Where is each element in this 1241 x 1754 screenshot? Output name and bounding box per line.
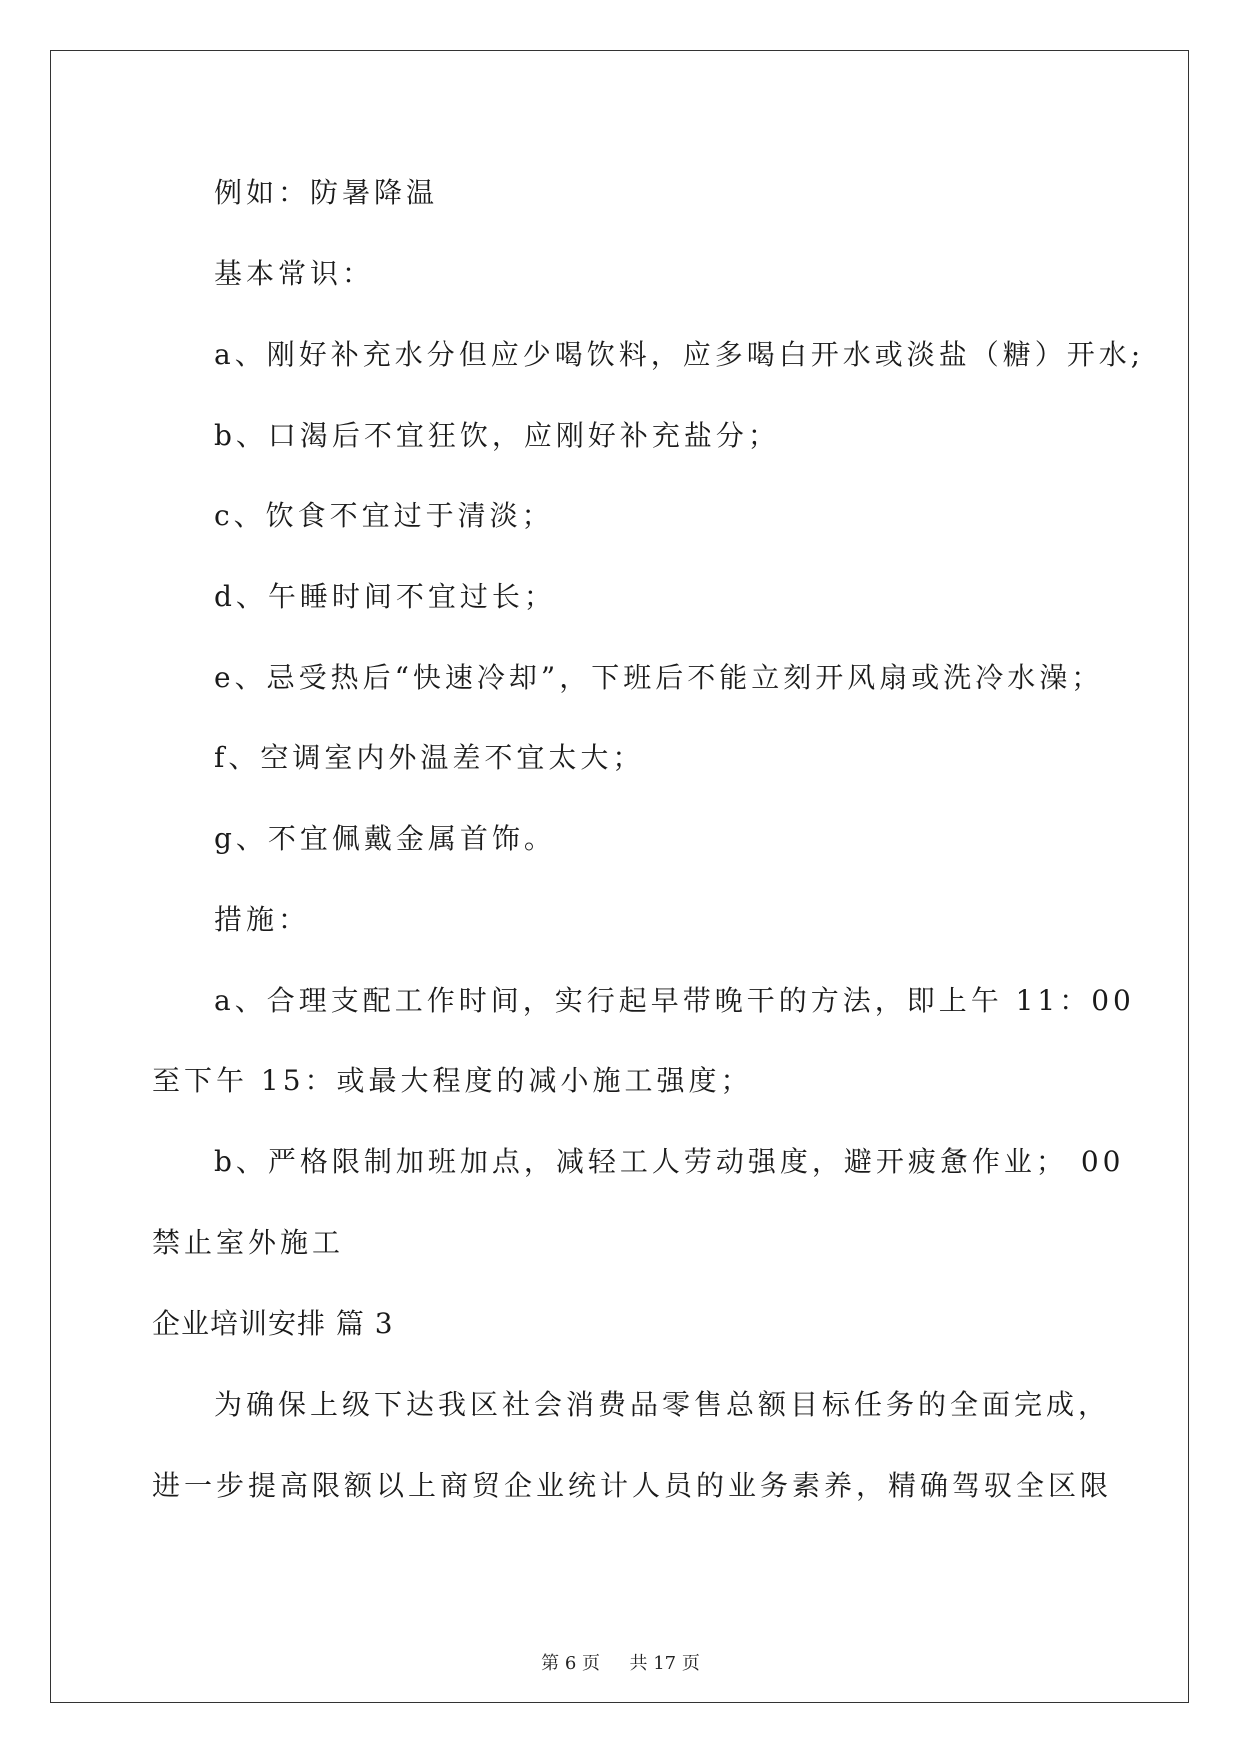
text-line-measure-b: b、严格限制加班加点，减轻工人劳动强度，避开疲惫作业； 00: [214, 1145, 1125, 1178]
text-line-item-d: d、午睡时间不宜过长；: [214, 580, 556, 613]
page-footer: [0, 1652, 1241, 1676]
text-line-paragraph-2: 进一步提高限额以上商贸企业统计人员的业务素养，精确驾驭全区限: [152, 1469, 1113, 1502]
text-line-basics-heading: 基本常识：: [214, 257, 375, 290]
text-line-item-e: e、忌受热后“快速冷却”，下班后不能立刻开风扇或洗冷水澡；: [214, 661, 1104, 694]
page-number-total: 共 17 页: [629, 1653, 700, 1674]
text-line-measure-a-cont: 至下午 15：或最大程度的减小施工强度；: [152, 1064, 753, 1097]
text-line-measure-a: a、合理支配工作时间，实行起早带晚干的方法，即上午 11：00: [214, 984, 1135, 1017]
text-line-item-g: g、不宜佩戴金属首饰。: [214, 822, 556, 855]
text-line-item-c: c、饮食不宜过于清淡；: [214, 499, 554, 532]
text-line-measures-heading: 措施：: [214, 903, 311, 936]
text-line-example: 例如：防暑降温: [214, 176, 439, 209]
page-border: [50, 50, 1189, 1703]
text-line-paragraph-1: 为确保上级下达我区社会消费品零售总额目标任务的全面完成，: [214, 1388, 1111, 1421]
section-heading: 企业培训安排 篇 3: [152, 1307, 394, 1340]
text-line-item-b: b、口渴后不宜狂饮，应刚好补充盐分；: [214, 419, 780, 452]
text-line-measure-b-cont: 禁止室外施工: [152, 1226, 345, 1259]
text-line-item-f: f、空调室内外温差不宜太大；: [214, 741, 645, 774]
text-line-item-a: a、刚好补充水分但应少喝饮料，应多喝白开水或淡盐（糖）开水;: [214, 338, 1145, 371]
page-number-current: 第 6 页: [541, 1653, 601, 1674]
